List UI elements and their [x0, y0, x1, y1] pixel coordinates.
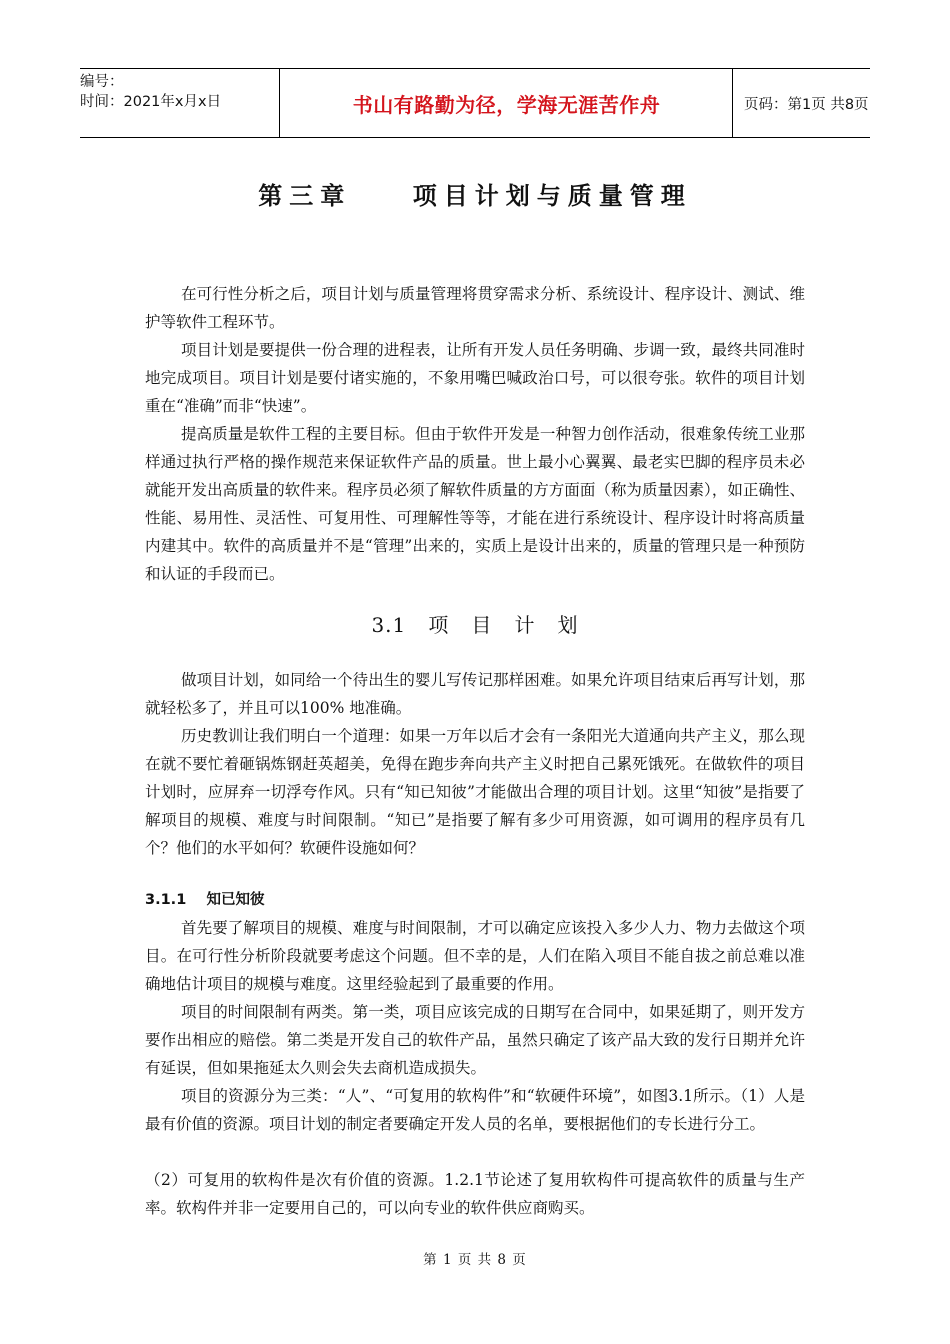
subsection-paragraph-4: （2）可复用的软构件是次有价值的资源。1.2.1节论述了复用软构件可提高软件的质量与生产率。软构件并非一定要用自己的，可以向专业的软件供应商购买。 [145, 1171, 805, 1217]
section-title: 3.1 项 目 计 划 [371, 613, 579, 637]
intro-paragraph-3: 提高质量是软件工程的主要目标。但由于软件开发是一种智力创作活动，很难象传统工业那样通过执行严格的操作规范来保证软件产品的质量。世上最小心翼翼、最老实巴脚的程序员未必就能开发出高质量的软件来。程序员必须了解软件质量的方方面面（称为质量因素），如正确性、性能、易用性、灵活性、可复用性、可理解性等等，才能在进行系统设计、程序设计时将高质量内建其中。软件的高质量并不是“管理”出来的，实质上是设计出来的，质量的管理只是一种预防和认证的手段而已。 [145, 425, 805, 583]
subsection-paragraph-2: 项目的时间限制有两类。第一类，项目应该完成的日期写在合同中，如果延期了，则开发方要作出相应的赔偿。第二类是开发自己的软件产品，虽然只确定了该产品大致的发行日期并允许有延误，但如果拖延太久则会失去商机造成损失。 [145, 1003, 805, 1077]
subsection-title: 3.1.1 知已知彼 [145, 892, 265, 908]
date-label: 时间：2021年x月x日 [80, 94, 222, 110]
header-motto: 书山有路勤为径，学海无涯苦作舟 [281, 69, 733, 137]
subsection-paragraph-3: 项目的资源分为三类：“人”、“可复用的软构件”和“软硬件环境”，如图3.1所示。（1）人是最有价值的资源。项目计划的制定者要确定开发人员的名单，要根据他们的专长进行分工。 [145, 1087, 805, 1133]
header-meta [80, 69, 280, 137]
chapter-title: 第三章 项目计划与质量管理 [258, 182, 692, 210]
section-paragraph-1: 做项目计划，如同给一个待出生的婴儿写传记那样困难。如果允许项目结束后再写计划，那就轻松多了，并且可以100% 地准确。 [145, 671, 805, 717]
intro-paragraph-1: 在可行性分析之后，项目计划与质量管理将贯穿需求分析、系统设计、程序设计、测试、维护等软件工程环节。 [145, 285, 805, 331]
header-page-info: 页码：第1页 共8页 [744, 96, 869, 113]
section-paragraph-2: 历史教训让我们明白一个道理：如果一万年以后才会有一条阳光大道通向共产主义，那么现在就不要忙着砸锅炼钢赶英超美，免得在跑步奔向共产主义时把自己累死饿死。在做软件的项目计划时，应屏弃一切浮夸作风。只有“知已知彼”才能做出合理的项目计划。这里“知彼”是指要了解项目的规模、难度与时间限制。“知已”是指要了解有多少可用资源，如可调用的程序员有几个？他们的水平如何？软硬件设施如何？ [145, 727, 805, 857]
page-header [80, 68, 870, 138]
page-footer: 第 1 页 共 8 页 [423, 1252, 527, 1268]
subsection-paragraph-1: 首先要了解项目的规模、难度与时间限制，才可以确定应该投入多少人力、物力去做这个项目。在可行性分析阶段就要考虑这个问题。但不幸的是，人们在陷入项目不能自拔之前总难以准确地估计项目的规模与难度。这里经验起到了最重要的作用。 [145, 919, 805, 993]
number-label: 编号： [80, 74, 124, 90]
intro-paragraph-2: 项目计划是要提供一份合理的进程表，让所有开发人员任务明确、步调一致，最终共同准时地完成项目。项目计划是要付诸实施的，不象用嘴巴喊政治口号，可以很夸张。软件的项目计划重在“准确”而非“快速”。 [145, 341, 805, 415]
